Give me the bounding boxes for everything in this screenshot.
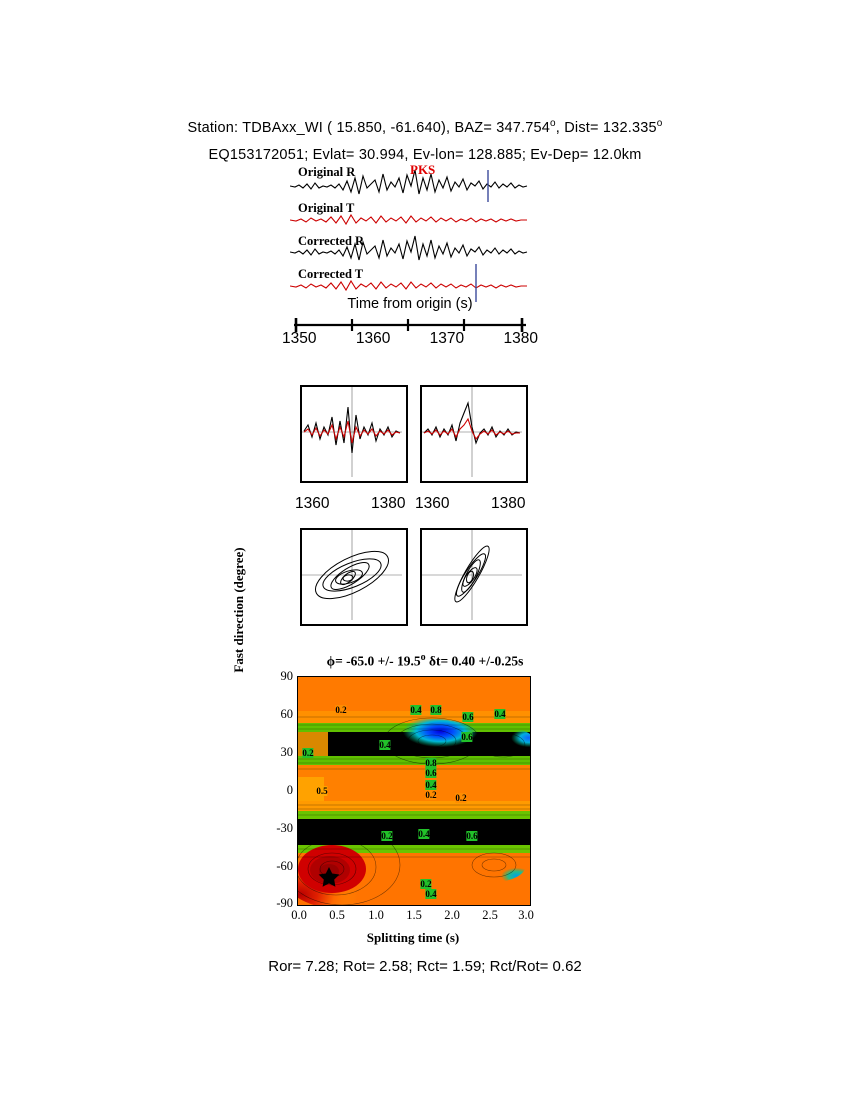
dt-result: δt= 0.40 +/-0.25s [425, 653, 524, 669]
contour-label-8: 0.8 [425, 758, 437, 768]
contour-label-11: 0.2 [425, 790, 437, 800]
trace-label-original-t: Original T [298, 201, 355, 215]
time-tick-1350: 1350 [282, 330, 317, 347]
uncorrected-particle-motion [300, 528, 408, 626]
y-tick-30: 30 [280, 745, 293, 759]
contour-label-12: 0.5 [316, 786, 328, 796]
x-axis-label: Splitting time (s) [366, 930, 460, 945]
contour-label-9: 0.6 [425, 768, 437, 778]
time-axis-title: Time from origin (s) [347, 296, 473, 312]
contour-label-0: 0.2 [335, 705, 347, 715]
distance-info: , Dist= 132.335 [555, 119, 657, 136]
waveform-stack [290, 162, 530, 316]
panel2-tick-right: 1380 [491, 495, 526, 512]
panel2-tick-left: 1360 [415, 495, 450, 512]
y-axis-ticks [255, 669, 293, 910]
y-tick-neg30: -30 [276, 821, 293, 835]
contour-label-2: 0.8 [430, 705, 442, 715]
contour-label-3: 0.6 [462, 712, 474, 722]
y-axis-label: Fast direction (degree) [231, 547, 246, 673]
contour-label-16: 0.6 [466, 831, 478, 841]
header-line-2: EQ153172051; Evlat= 30.994, Ev-lon= 128.885; Ev-Dep= 12.0km [208, 147, 642, 163]
x-tick-0-0: 0.0 [291, 908, 307, 922]
degree-symbol-dist: o [656, 118, 663, 129]
degree-symbol-baz: o [550, 118, 556, 129]
trace-label-corrected-r: Corrected R [298, 234, 365, 248]
time-tick-1380: 1380 [503, 330, 538, 347]
x-tick-1-0: 1.0 [368, 908, 384, 922]
x-tick-2-0: 2.0 [444, 908, 460, 922]
contour-label-14: 0.2 [381, 831, 393, 841]
x-tick-2-5: 2.5 [482, 908, 498, 922]
x-tick-3-0: 3.0 [518, 908, 534, 922]
panel1-tick-left: 1360 [295, 495, 330, 512]
contour-label-17: 0.2 [420, 879, 432, 889]
trace-label-original-r: Original R [298, 165, 356, 179]
quality-metrics: Ror= 7.28; Rot= 2.58; Rct= 1.59; Rct/Rot= 0.62 [268, 958, 582, 975]
contour-label-6: 0.4 [379, 740, 391, 750]
header-line-1 [0, 118, 850, 136]
corrected-waveform-window [420, 385, 528, 483]
corrected-particle-motion [420, 528, 528, 626]
splitting-error-surface [297, 676, 531, 906]
contour-label-13: 0.2 [455, 793, 467, 803]
y-tick-neg60: -60 [276, 859, 293, 873]
station-info: Station: TDBAxx_WI ( 15.850, -61.640), BAZ= 347.754 [187, 119, 551, 136]
trace-label-corrected-t: Corrected T [298, 267, 364, 281]
y-tick-60: 60 [280, 707, 293, 721]
x-tick-0-5: 0.5 [329, 908, 345, 922]
contour-label-10: 0.4 [425, 780, 437, 790]
contour-label-5: 0.2 [302, 748, 314, 758]
x-axis-ticks [291, 908, 534, 928]
degree-symbol-phi: o [420, 652, 426, 663]
time-axis-ticks [278, 330, 542, 348]
uncorrected-waveform-window [300, 385, 408, 483]
y-tick-neg90: -90 [276, 896, 293, 910]
phase-label-pks: PKS [410, 162, 436, 177]
x-tick-1-5: 1.5 [406, 908, 422, 922]
contour-label-4: 0.4 [494, 709, 506, 719]
contour-plot-title [0, 652, 850, 670]
time-tick-1370: 1370 [429, 330, 465, 347]
phi-result: ϕ= -65.0 +/- 19.5 [326, 653, 421, 669]
time-tick-1360: 1360 [355, 330, 391, 347]
contour-label-15: 0.4 [418, 829, 430, 839]
y-tick-0: 0 [286, 783, 293, 797]
contour-label-1: 0.4 [410, 705, 422, 715]
time-axis [282, 296, 538, 350]
panel1-tick-right: 1380 [371, 495, 406, 512]
contour-label-7: 0.6 [461, 732, 473, 742]
y-tick-90: 90 [280, 669, 293, 683]
contour-label-18: 0.4 [425, 889, 437, 899]
